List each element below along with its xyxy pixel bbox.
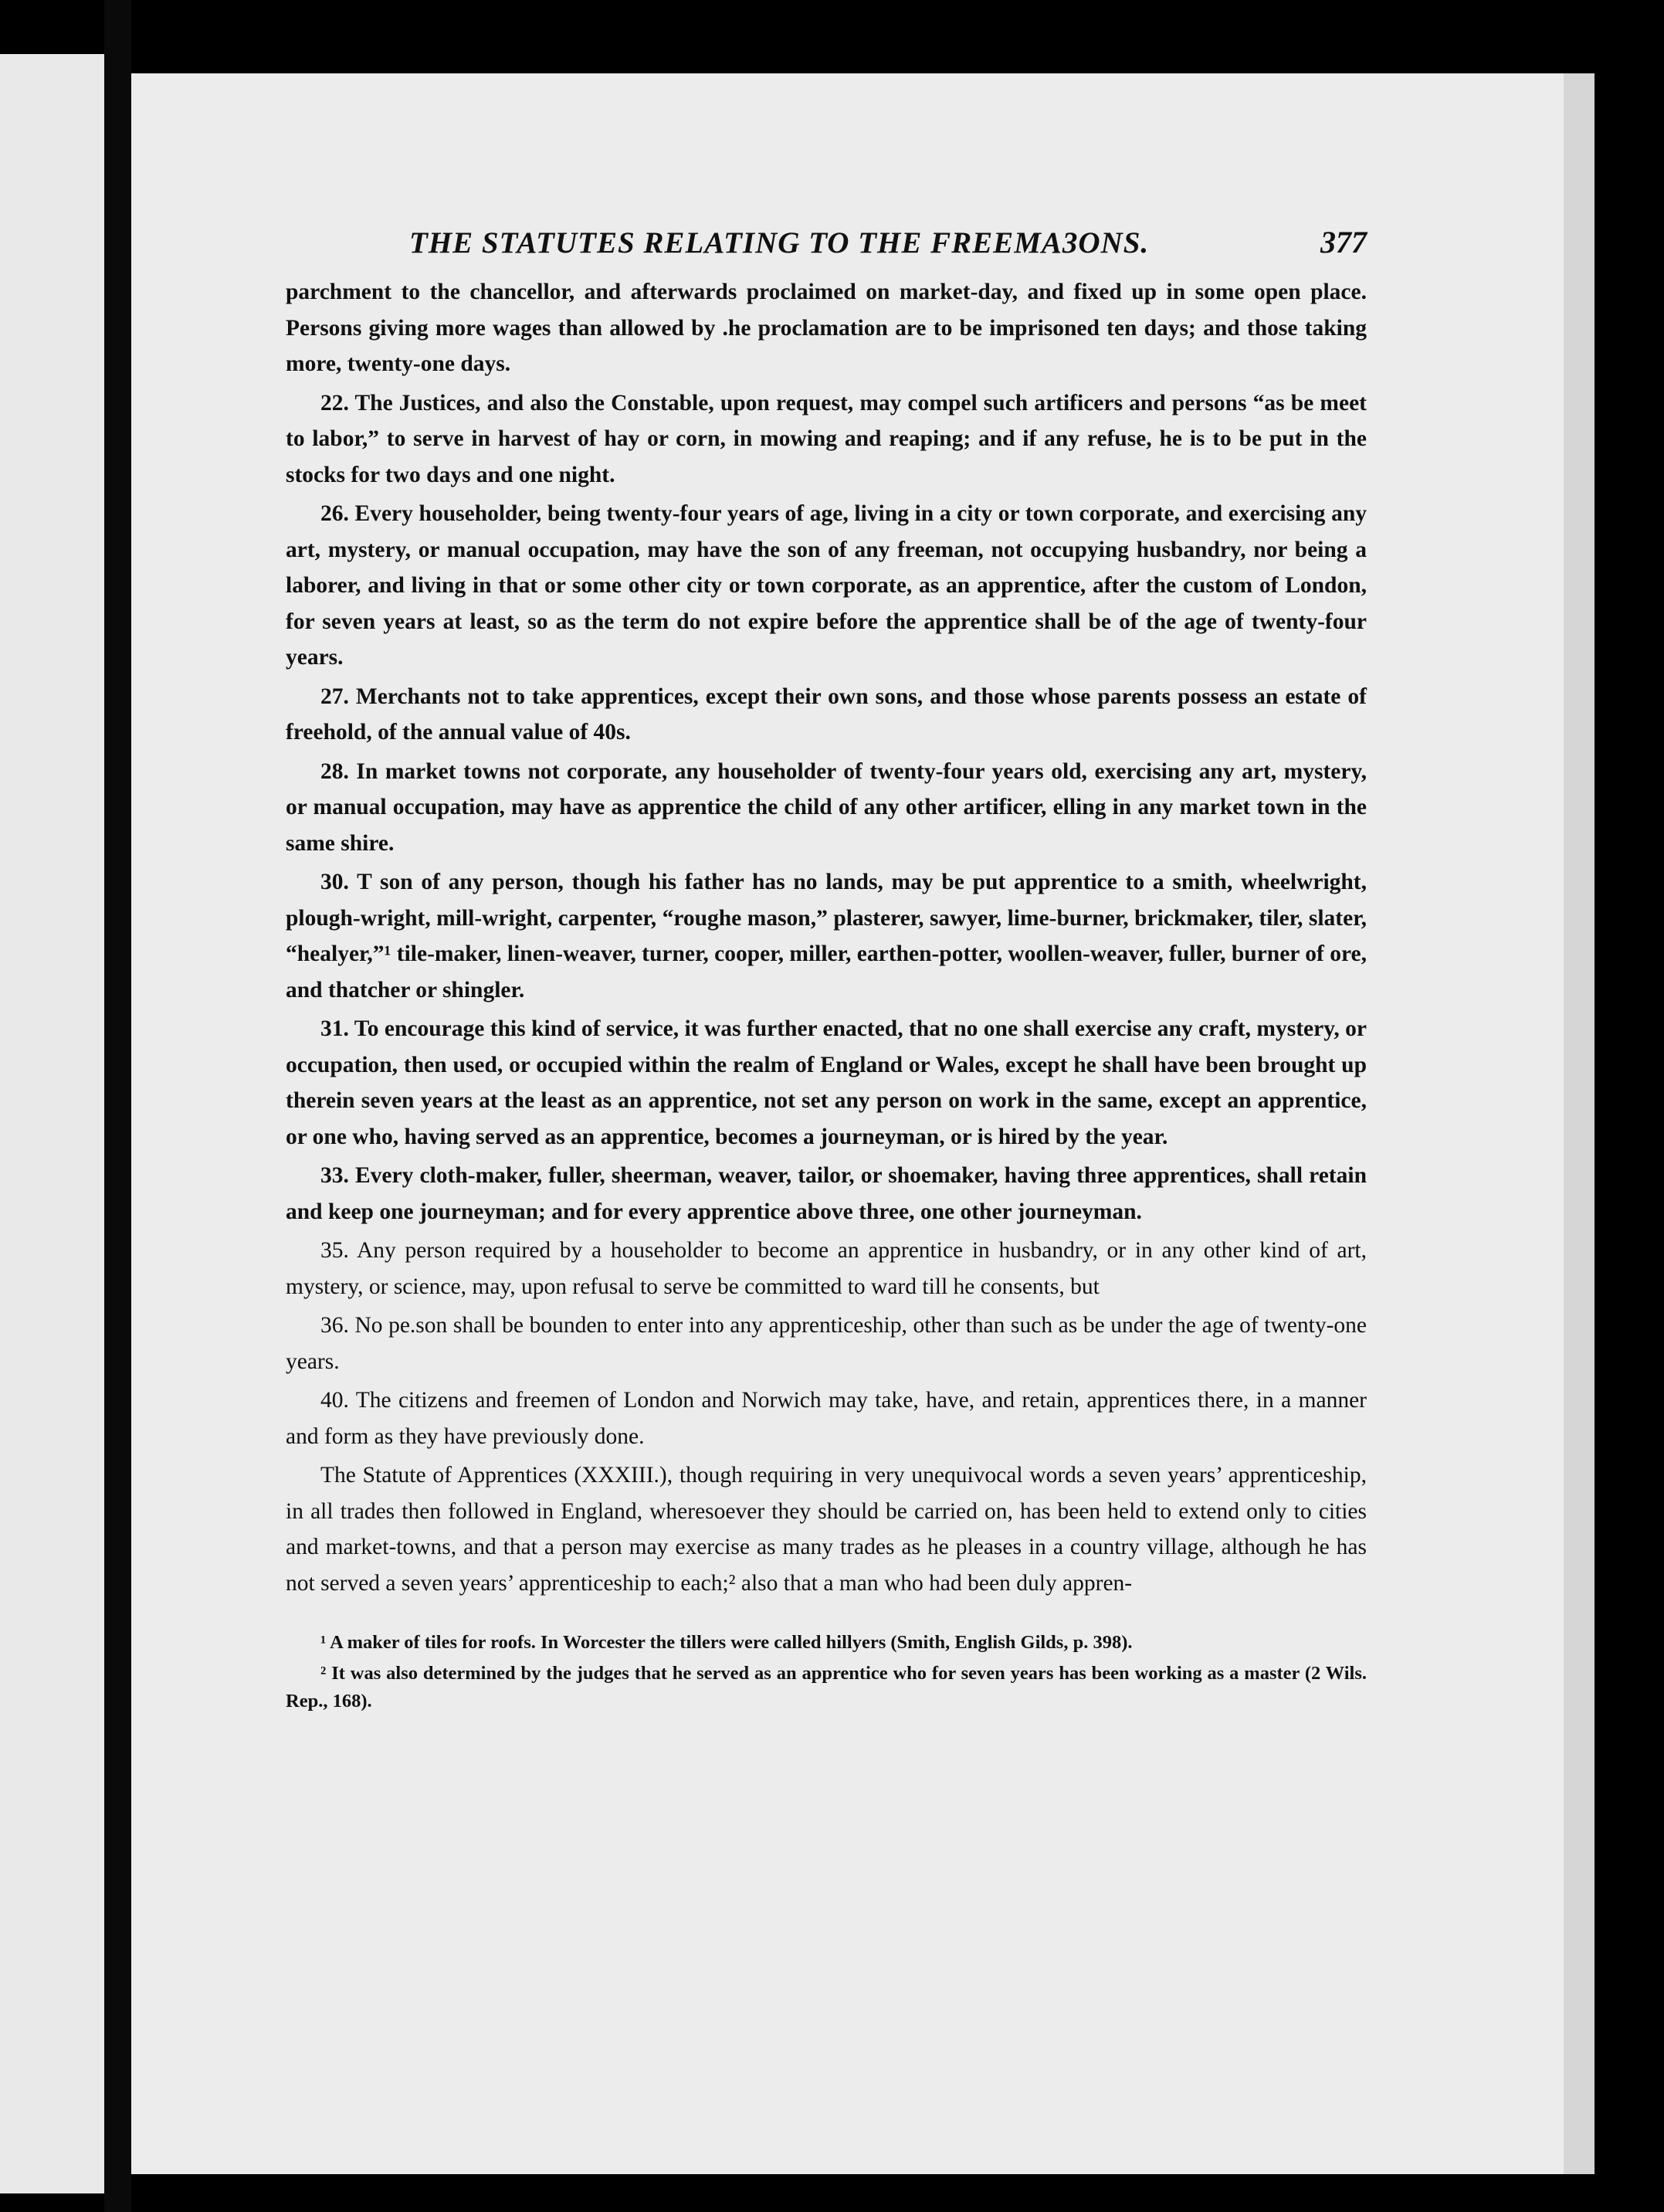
paragraph-section-30: 30. T son of any person, though his father has no lands, may be put apprentice to a smith, wheelwright, plough-wright, mill-wright, carpenter, “roughe mason,” plasterer, sawyer, lime-burner, brickmaker, tiler, slater, “healyer,”¹ tile-maker, linen-weaver, turner, cooper, miller, earthen-potter, woollen-weaver, fuller, burner of ore, and thatcher or shingler.: [286, 870, 1367, 1003]
body-text: [286, 274, 1367, 1601]
paragraph-section-26: 26. Every householder, being twenty-four years of age, living in a city or town corporate, and exercising any art, mystery, or manual occupation, may have the son of any freeman, not occupying husbandry, nor being a laborer, and living in that or some other city or town corporate, as an apprentice, after the custom of London, for seven years at least, so as the term do not expire before the apprentice shall be of the age of twenty-four years.: [286, 501, 1367, 670]
footnote-1: ¹ A maker of tiles for roofs. In Worcester the tillers were called hillyers (Smith, English Gilds, p. 398).: [320, 1632, 1133, 1653]
left-page-edge: [0, 54, 104, 2193]
running-title: THE STATUTES RELATING TO THE FREEMA3ONS.: [409, 226, 1150, 260]
paragraph-section-40: 40. The citizens and freemen of London and Norwich may take, have, and retain, apprentices there, in a manner and form as they have previously done.: [286, 1388, 1367, 1449]
paragraph-section-35: 35. Any person required by a householder to become an apprentice in husbandry, or in any other kind of art, mystery, or science, may, upon refusal to serve be committed to ward till he consents, but: [286, 1238, 1367, 1299]
book-gutter: [104, 0, 131, 2212]
paragraph-section-36: 36. No pe.son shall be bounden to enter into any apprenticeship, other than such as be under the age of twenty-one years.: [286, 1313, 1367, 1374]
footnote-2: ² It was also determined by the judges that he served as an apprentice who for seven years has been working as a master (2 Wils. Rep., 168).: [286, 1663, 1367, 1712]
page-number: 377: [1320, 225, 1367, 260]
paragraph-section-27: 27. Merchants not to take apprentices, except their own sons, and those whose parents possess an estate of freehold, of the annual value of 40s.: [286, 684, 1367, 745]
paragraph-continuation: parchment to the chancellor, and afterwards proclaimed on market-day, and fixed up in some open place. Persons giving more wages than allowed by .he proclamation are to be imprisoned ten days; and those taking more, twenty-one days.: [286, 280, 1367, 376]
paragraph-section-28: 28. In market towns not corporate, any householder of twenty-four years old, exercising any art, mystery, or manual occupation, may have as apprentice the child of any other artificer, elling in any market town in the same shire.: [286, 758, 1367, 856]
paragraph-section-22: 22. The Justices, and also the Constable, upon request, may compel such artificers and persons “as be meet to labor,” to serve in harvest of hay or corn, in mowing and reaping; and if any refuse, he is to be put in the stocks for two days and one night.: [286, 390, 1367, 487]
paragraph-section-33: 33. Every cloth-maker, fuller, sheerman, weaver, tailor, or shoemaker, having three apprentices, shall retain and keep one journeyman; and for every apprentice above three, one other journeyman.: [286, 1163, 1367, 1224]
footnotes: [286, 1629, 1367, 1715]
running-head: [286, 224, 1367, 260]
paragraph-statute-of-apprentices: The Statute of Apprentices (XXXIII.), though requiring in very unequivocal words a seven years’ apprenticeship, in all trades then followed in England, wheresoever they should be carried on, has been held to extend only to cities and market-towns, and that a person may exercise as many trades as he pleases in a country village, although he has not served a seven years’ apprenticeship to each;² also that a man who had been duly appren-: [286, 1463, 1367, 1596]
paragraph-section-31: 31. To encourage this kind of service, it was further enacted, that no one shall exercise any craft, mystery, or occupation, then used, or occupied within the realm of England or Wales, except he shall have been brought up therein seven years at the least as an apprentice, not set any person on work in the same, except an apprentice, or one who, having served as an apprentice, becomes a journeyman, or is hired by the year.: [286, 1016, 1367, 1149]
page-content: [286, 224, 1367, 1718]
page-edge: [1564, 73, 1595, 2174]
